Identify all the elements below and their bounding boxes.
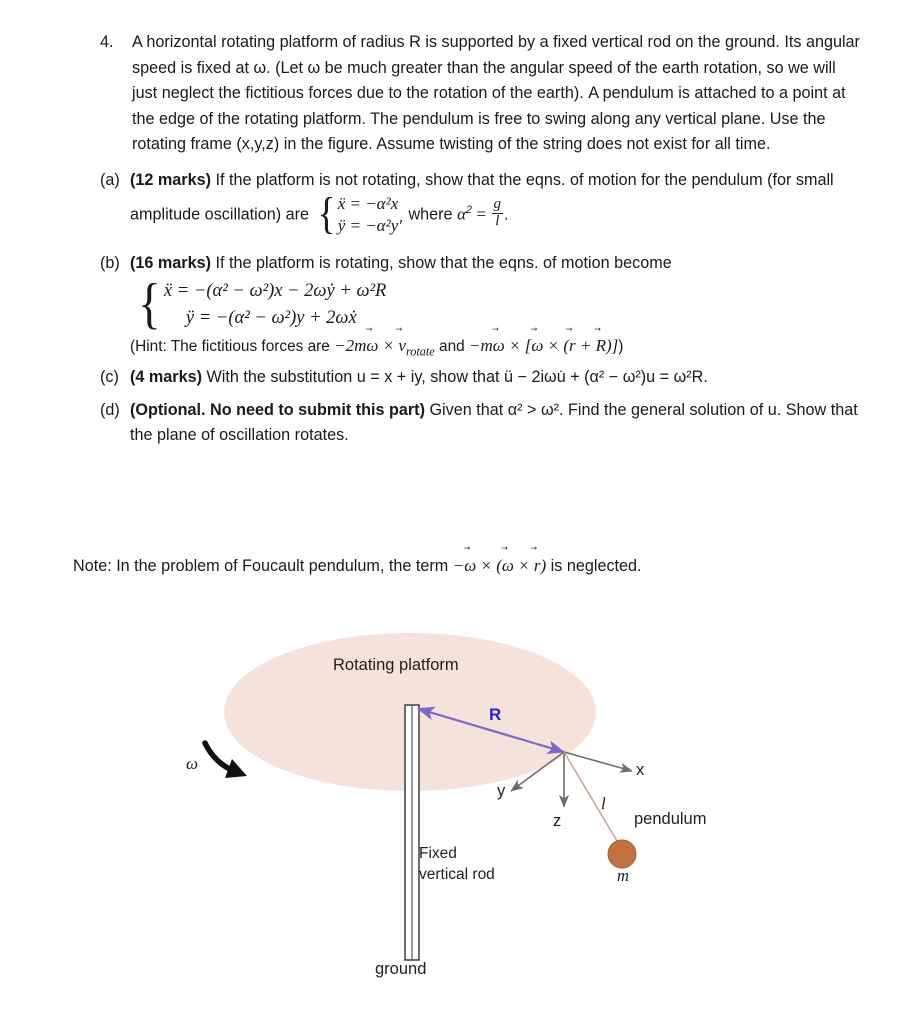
part-c-marks: (4 marks) [130,367,202,386]
part-d-label: (d) [100,400,120,419]
question-stem-row [100,30,860,158]
fraction-denominator: l [492,213,504,230]
hint-expr-1: −2m ω × $v_{rotate}$ [334,335,435,358]
part-a-label: (a) [100,170,120,189]
string-length-label: l [601,794,606,813]
axis-y-label: y [497,782,506,800]
alpha-exponent: 2 [466,203,472,216]
part-a-row [100,168,860,237]
part-b-eq-2: ÿ = −(α² − ω²)y + 2ωẋ [185,307,357,328]
note-prefix: Note: In the problem of Foucault pendulum, the term [73,557,453,575]
axis-x-label: x [636,761,645,779]
part-a-eq-2: ÿ = −α²y′ [337,215,402,235]
hint-suffix: ) [618,337,624,355]
part-a-marks: (12 marks) [130,170,211,189]
physics-diagram [0,608,915,1008]
left-brace-big: { [138,273,161,336]
equals-sign: = [476,203,487,223]
part-c-text: With the substitution u = x + iy, show that ü − 2iωu̇ + (α² − ω²)u = ω²R. [206,367,708,386]
part-d-body [130,398,860,448]
part-b-eq-1: ẍ = −(α² − ω²)x − 2ωẏ + ω²R [163,280,387,301]
part-a-body [130,168,860,237]
part-d-row [100,398,860,448]
part-a-text: If the platform is not rotating, show that the eqns. of motion for the pendulum (for small amplitude oscillation) are [130,170,834,223]
g-over-l-fraction [492,197,504,230]
part-b-equation-system [134,273,860,336]
part-a-period: . [504,204,509,223]
hint-middle: and [434,337,469,355]
question-block [100,30,860,450]
part-a-eq-1: ẍ = −α²x [337,193,399,213]
hint-expr-2: −m ω × [ ω × ( r + R)] [468,335,619,355]
question-number: 4. [100,33,114,51]
part-b-body [130,251,860,359]
axis-z-label: z [553,812,562,830]
pendulum-label: pendulum [634,810,707,828]
note-suffix: is neglected. [546,557,642,575]
rod-label [419,843,495,885]
part-c-row [100,365,860,390]
platform-label: Rotating platform [333,656,459,674]
part-b-label: (b) [100,253,120,272]
part-d-marks: (Optional. No need to submit this part) [130,400,425,419]
alpha-symbol: α [457,203,466,223]
rod-label-line-1: Fixed [419,845,457,862]
radius-label: R [489,705,502,724]
part-c-label: (c) [100,367,119,386]
fraction-numerator: g [493,196,502,213]
part-d-text: Given that α² > ω². Find the general solution of u. Show that the plane of oscillation rotates. [130,400,858,444]
ground-label: ground [375,960,427,978]
part-b-marks: (16 marks) [130,253,211,272]
mass-label: m [617,866,629,885]
pendulum-bob [608,840,636,868]
part-b-text: If the platform is rotating, show that the eqns. of motion become [215,253,672,272]
part-c-body [130,365,860,390]
left-brace: { [317,189,336,239]
part-b-hint [130,334,860,359]
note-line [73,553,642,579]
hint-prefix: (Hint: The fictitious forces are [130,337,335,355]
omega-label: ω [186,754,199,773]
part-a-equation-system [316,189,402,239]
rod-label-line-2: vertical rod [419,866,495,883]
part-a-where: where [408,204,453,223]
question-stem-text: A horizontal rotating platform of radius R is supported by a fixed vertical rod on the ground. Its angular speed is fixed at ω. (Let ω be much greater than the angular speed of the earth rotation, so we will just neglect the fictitious forces due to the rotation of the earth). A pendulum is attached to a point at the edge of the rotating platform. The pendulum is free to swing along any vertical plane. Use the rotating frame (x,y,z) in the figure. Assume twisting of the string does not exist for all time. [132,33,860,153]
note-expression: − ω × ( ω × r) [452,556,547,575]
part-b-row [100,251,860,359]
